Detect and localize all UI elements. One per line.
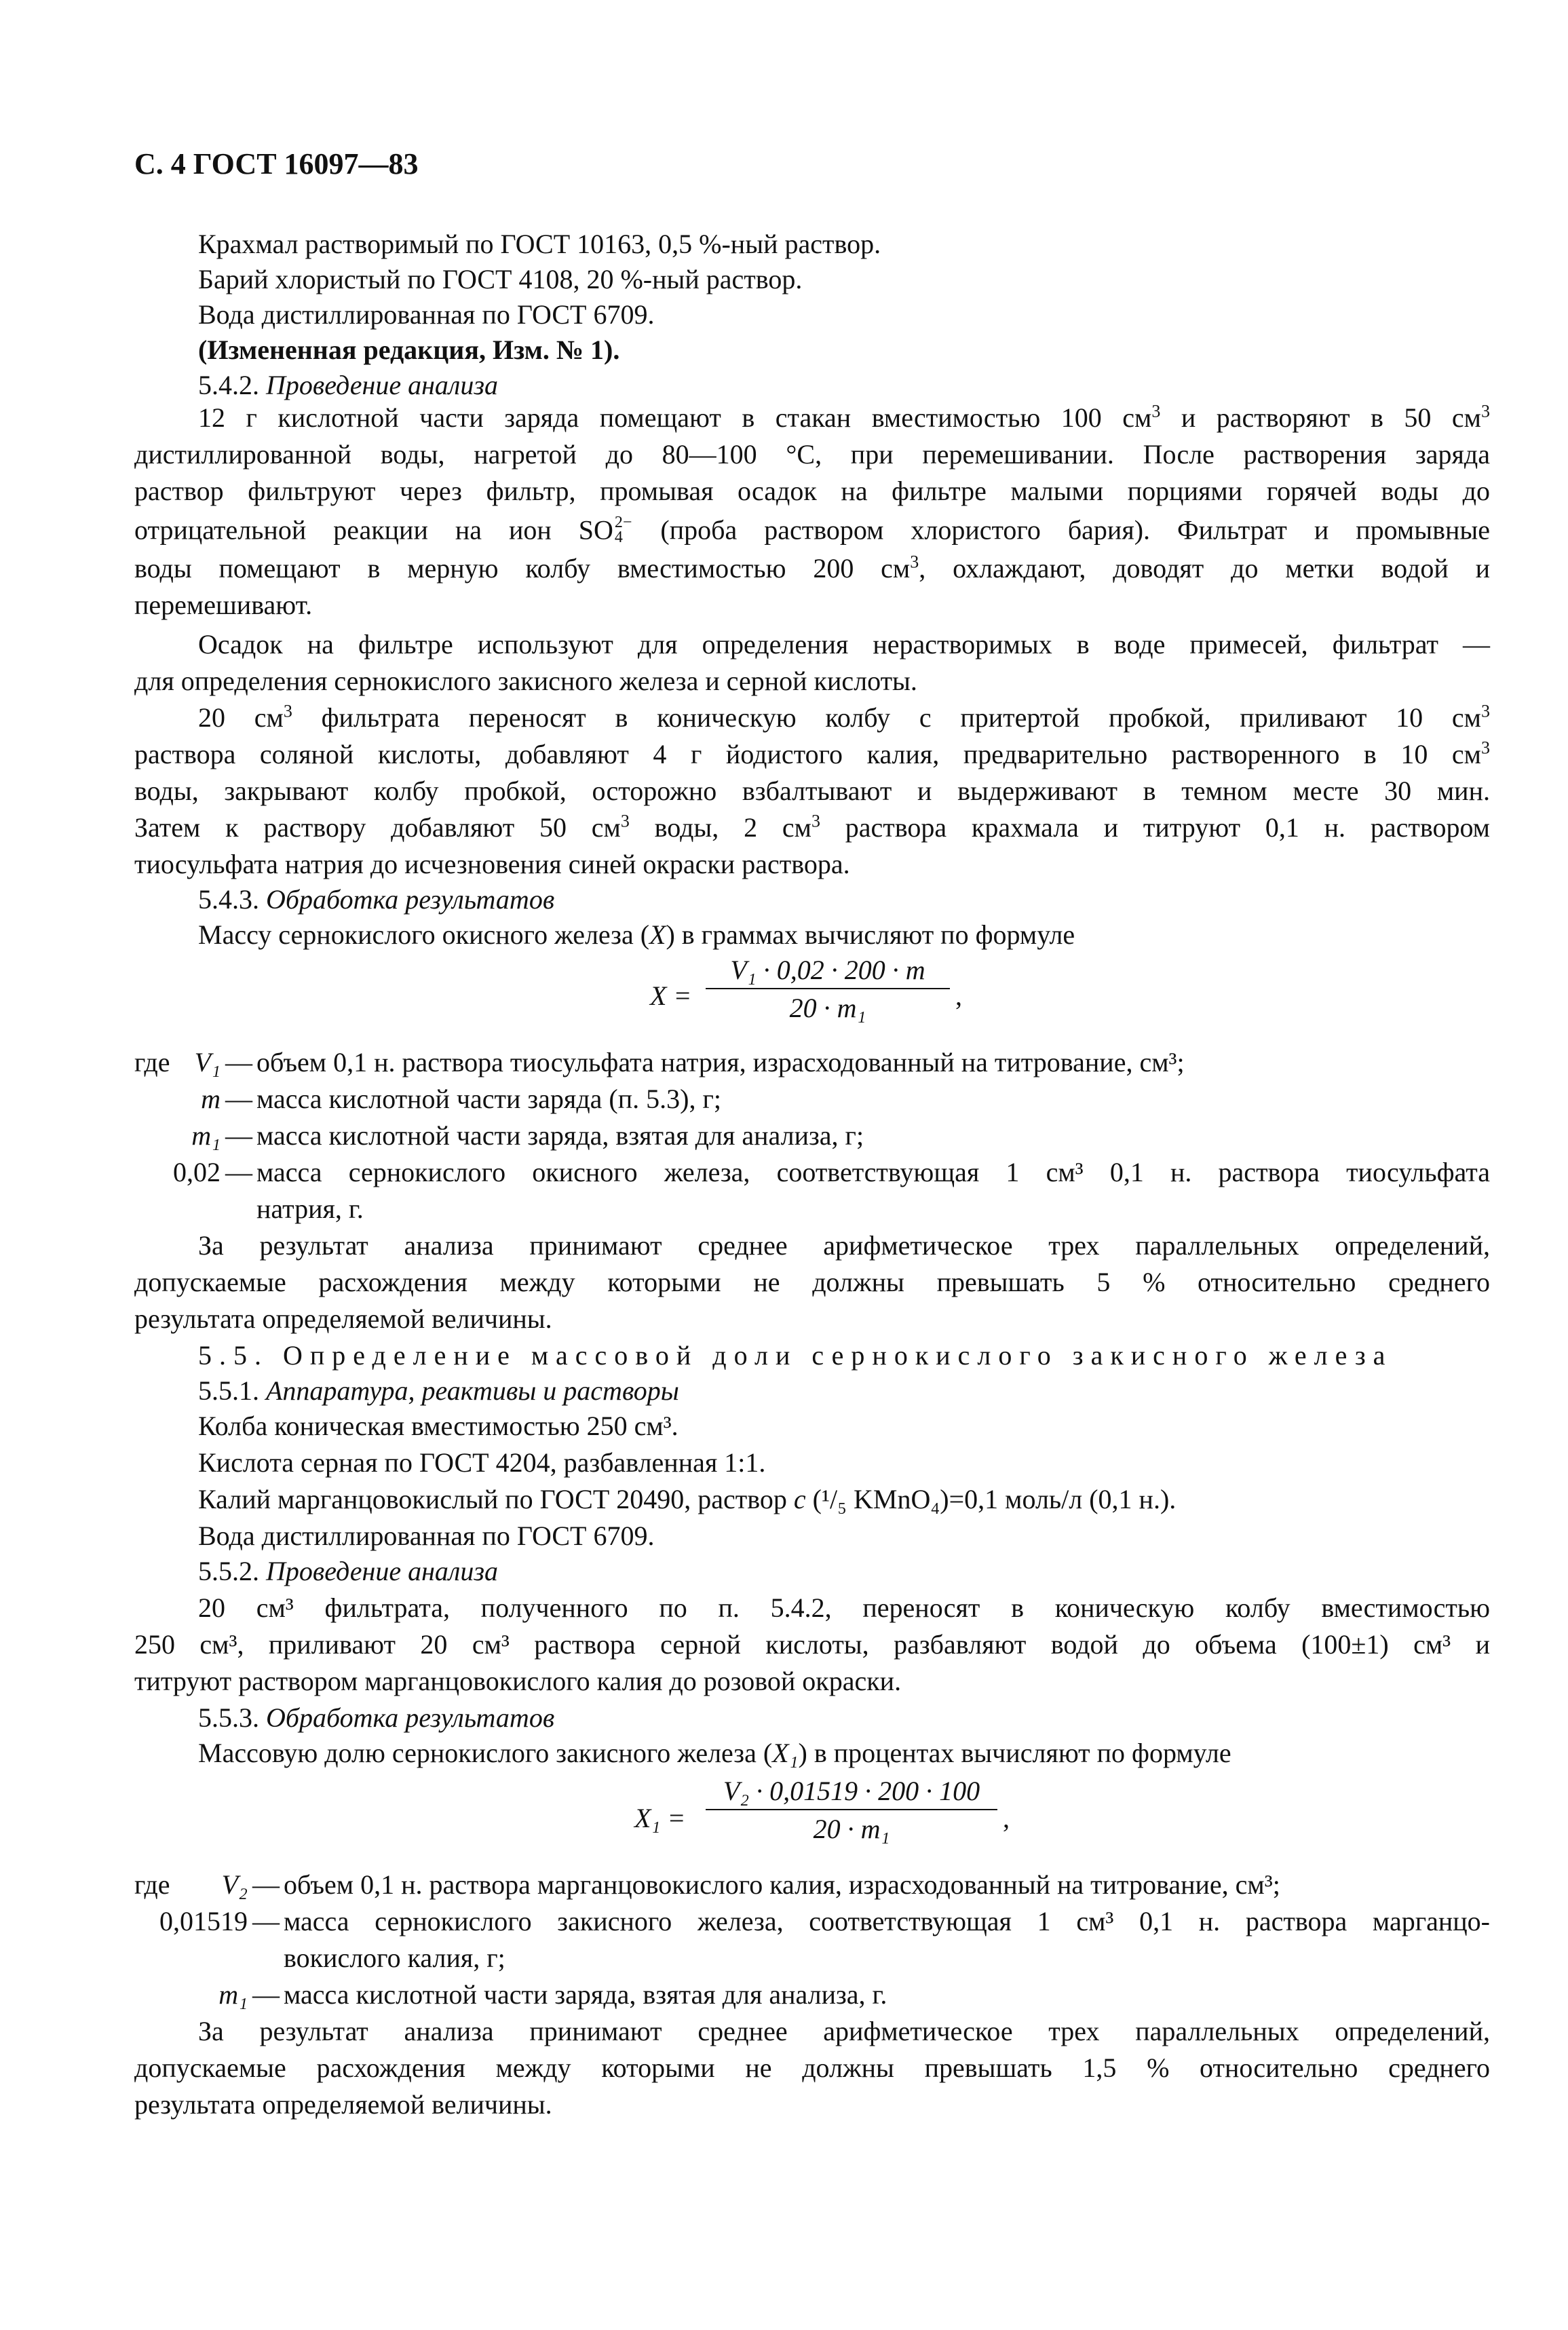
section-title: Обработка результатов (266, 1702, 555, 1733)
section-heading-5-5: 5.5. Определение массовой доли сернокислого закисного железа (198, 1340, 1393, 1371)
where-text: масса сернокислого закисного железа, соответствующая 1 см³ 0,1 н. раствора марганцо- (284, 1906, 1490, 1936)
where-text: масса сернокислого окисного железа, соответствующая 1 см³ 0,1 н. раствора тиосульфата (256, 1157, 1490, 1187)
paragraph-line: За результат анализа принимают среднее арифметическое трех параллельных определений, (198, 2016, 1490, 2046)
formula-lhs: X₁ = (634, 1803, 686, 1833)
formula-end: , (1003, 1803, 1010, 1833)
where-text-cont: вокислого калия, г; (284, 1943, 505, 1973)
reagent-line: Колба коническая вместимостью 250 см³. (198, 1411, 678, 1441)
section-heading-5-4-3 (198, 886, 554, 913)
section-heading-5-4-2 (198, 372, 498, 399)
paragraph-line: для определения сернокислого закисного железа и серной кислоты. (134, 666, 917, 696)
reagent-line: Барий хлористый по ГОСТ 4108, 20 %-ный раствор. (198, 264, 803, 294)
paragraph-line: 20 см³ фильтрата, полученного по п. 5.4.2, переносят в коническую колбу вместимостью (198, 1592, 1490, 1623)
section-heading-5-5-3 (198, 1704, 554, 1732)
section-heading-5-5-1 (198, 1377, 679, 1405)
formula-denominator: 20 · m₁ (789, 993, 866, 1023)
section-title: Аппаратура, реактивы и растворы (266, 1375, 679, 1406)
reagent-line: Крахмал растворимый по ГОСТ 10163, 0,5 %-ный раствор. (198, 229, 881, 259)
reagent-line: Кислота серная по ГОСТ 4204, разбавленная 1:1. (198, 1447, 766, 1478)
paragraph-line: раствора соляной кислоты, добавляют 4 г йодистого калия, предварительно растворенного в 10 $см^3$ (134, 738, 1490, 769)
paragraph-line: воды, закрывают колбу пробкой, осторожно взбалтывают и выдерживают в темном месте 30 мин. (134, 776, 1490, 806)
where-symbol: V₁ (194, 1047, 221, 1077)
where-dash: — (252, 1869, 280, 1900)
paragraph-line: перемешивают. (134, 590, 313, 620)
where-text: масса кислотной части заряда, взятая для анализа, г. (284, 1979, 887, 2010)
paragraph-line: За результат анализа принимают среднее арифметическое трех параллельных определений, (198, 1230, 1490, 1261)
where-label: где (134, 1869, 170, 1900)
section-title: Проведение анализа (266, 1556, 498, 1586)
section-title: Проведение анализа (266, 370, 498, 400)
where-label: где (134, 1047, 170, 1077)
paragraph-line: отрицательной реакции на ион SO2− 4 (проба раствором хлористого бария). Фильтрат и промывные (134, 514, 1490, 546)
where-dash: — (225, 1120, 252, 1151)
where-dash: — (225, 1084, 252, 1114)
paragraph-line: раствор фильтруют через фильтр, промывая осадок на фильтре малыми порциями горячей воды до (134, 476, 1490, 506)
section-number: 5.4.3. (198, 884, 259, 915)
formula-fraction (706, 1778, 997, 1843)
section-number: 5.5.3. (198, 1702, 259, 1733)
paragraph-line: допускаемые расхождения между которыми не должны превышать 5 % относительно среднего (134, 1267, 1490, 1297)
paragraph-line: допускаемые расхождения между которыми не должны превышать 1,5 % относительно среднего (134, 2052, 1490, 2083)
paragraph-line: воды помещают в мерную колбу вместимостью 200 $см^3$, охлаждают, доводят до метки водой и (134, 552, 1490, 584)
where-symbol: 0,01519 (159, 1906, 248, 1936)
where-text: масса кислотной части заряда, взятая для анализа, г; (256, 1120, 864, 1151)
where-symbol: V₂ (221, 1869, 248, 1900)
where-text-cont: натрия, г. (256, 1193, 364, 1224)
where-dash: — (252, 1979, 280, 2010)
formula-numerator: V₂ · 0,01519 · 200 · 100 (723, 1776, 980, 1806)
paragraph-line: 20 $см^3$ фильтрата переносят в коническую колбу с притертой пробкой, приливают 10 $см^3$ (198, 701, 1490, 733)
reagent-line: Вода дистиллированная по ГОСТ 6709. (198, 299, 655, 330)
paragraph-line: результата определяемой величины. (134, 1303, 552, 1334)
formula-lhs: X = (650, 980, 692, 1011)
section-title: Обработка результатов (266, 884, 555, 915)
where-dash: — (225, 1047, 252, 1077)
formula-end: , (955, 980, 962, 1011)
paragraph-line: 250 см³, приливают 20 см³ раствора серной кислоты, разбавляют водой до объема (100±1) см³ и (134, 1629, 1490, 1660)
paragraph-line: Массовую долю сернокислого закисного железа (X₁) в процентах вычисляют по формуле (198, 1738, 1231, 1768)
paragraph-line: Массу сернокислого окисного железа (X) в граммах вычисляют по формуле (198, 919, 1075, 950)
where-text: масса кислотной части заряда (п. 5.3), г; (256, 1084, 721, 1114)
paragraph-line: 12 г кислотной части заряда помещают в стакан вместимостью 100 $см^3$ и растворяют в 50 $см^3$ (198, 401, 1490, 433)
paragraph-line: тиосульфата натрия до исчезновения синей окраски раствора. (134, 849, 850, 879)
section-number: 5.5.2. (198, 1556, 259, 1586)
where-symbol: m₁ (218, 1979, 248, 2010)
reagent-line: Калий марганцовокислый по ГОСТ 20490, раствор c (¹/₅ KMnO₄)=0,1 моль/л (0,1 н.). (198, 1484, 1177, 1514)
where-dash: — (225, 1157, 252, 1187)
formula-numerator: V₁ · 0,02 · 200 · m (730, 955, 925, 985)
formula-fraction (706, 957, 950, 1022)
amendment-note: (Измененная редакция, Изм. № 1). (198, 335, 620, 365)
section-heading-5-5-2 (198, 1558, 498, 1585)
paragraph-line: Осадок на фильтре используют для определения нерастворимых в воде примесей, фильтрат — (198, 629, 1490, 660)
page-header: С. 4 ГОСТ 16097—83 (134, 147, 419, 180)
formula-denominator: 20 · m₁ (813, 1814, 890, 1844)
reagent-line: Вода дистиллированная по ГОСТ 6709. (198, 1521, 655, 1551)
section-number: 5.5.1. (198, 1375, 259, 1406)
paragraph-line: титруют раствором марганцовокислого калия до розовой окраски. (134, 1666, 902, 1696)
section-number: 5.4.2. (198, 370, 259, 400)
where-dash: — (252, 1906, 280, 1936)
where-symbol: 0,02 (173, 1157, 221, 1187)
paragraph-line: Затем к раствору добавляют 50 $см^3$ воды, 2 $см^3$ раствора крахмала и титруют 0,1 н. раствором (134, 811, 1490, 843)
where-symbol: m (201, 1084, 221, 1114)
where-text: объем 0,1 н. раствора марганцовокислого калия, израсходованный на титрование, см³; (284, 1869, 1280, 1900)
where-symbol: m₁ (191, 1120, 221, 1151)
paragraph-line: результата определяемой величины. (134, 2089, 552, 2120)
paragraph-line: дистиллированной воды, нагретой до 80—100 °С, при перемешивании. После растворения заряда (134, 439, 1490, 470)
where-text: объем 0,1 н. раствора тиосульфата натрия, израсходованный на титрование, см³; (256, 1047, 1185, 1077)
